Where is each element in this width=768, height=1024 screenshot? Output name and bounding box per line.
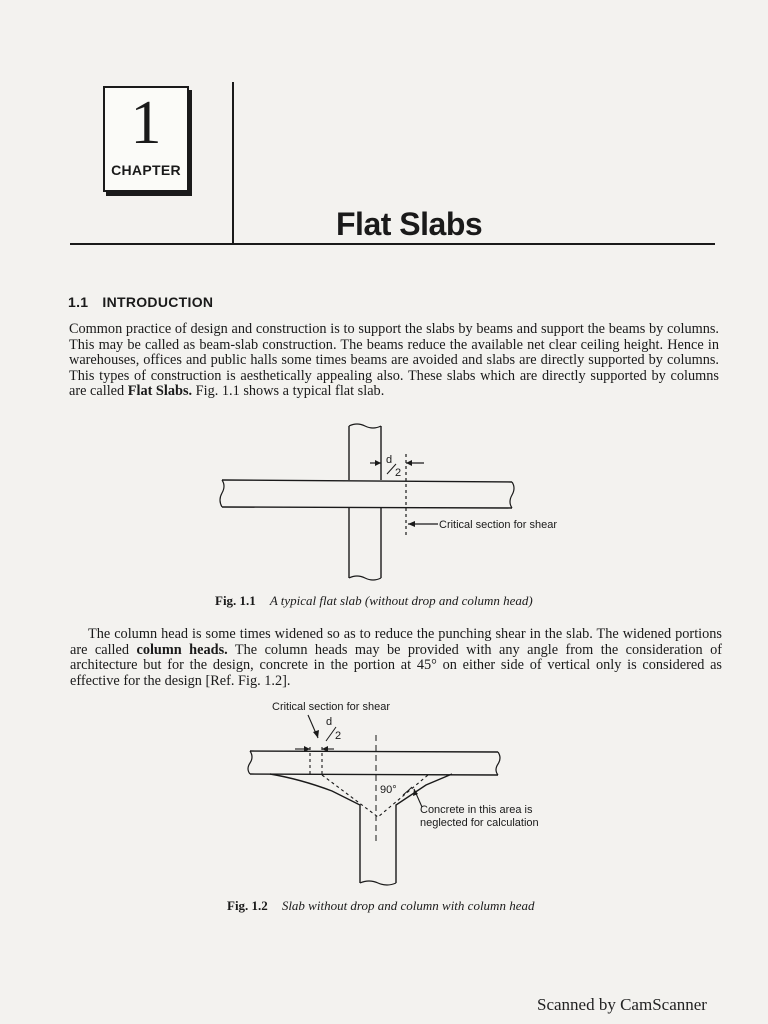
section-title: INTRODUCTION bbox=[102, 294, 214, 310]
header-vertical-rule bbox=[232, 82, 234, 245]
chapter-number: 1 bbox=[130, 89, 162, 157]
figure-1-1-diagram bbox=[210, 418, 590, 588]
arrow-head bbox=[408, 521, 415, 527]
chapter-title: Flat Slabs bbox=[336, 206, 483, 242]
chapter-badge bbox=[103, 86, 189, 192]
slab-left-break bbox=[220, 480, 224, 507]
column-top-break bbox=[349, 424, 381, 428]
column-head-paragraph bbox=[70, 627, 722, 689]
critical-section-label: Critical section for shear bbox=[272, 701, 390, 713]
paragraph-text: The column heads may be provided with any angle from the consideration of architecture but for the design, concrete in the portion at 45° on either side of vertical only is considered as effective for the design [Ref. Fig. 1.2]. bbox=[70, 641, 723, 689]
figure-1-1-caption bbox=[215, 593, 533, 609]
slab-right-break bbox=[496, 752, 500, 775]
bold-term: Flat Slabs. bbox=[127, 383, 193, 400]
intro-paragraph bbox=[69, 322, 719, 400]
slab-left-break bbox=[248, 751, 252, 774]
note-line-1: Concrete in this area is bbox=[420, 804, 533, 816]
dim-d: d bbox=[326, 716, 333, 728]
figure-number: Fig. 1.1 bbox=[215, 593, 256, 608]
dim-2: 2 bbox=[335, 730, 342, 742]
slab-right-break bbox=[510, 482, 514, 508]
angle-label: 90° bbox=[380, 784, 397, 796]
scanner-watermark: Scanned by CamScanner bbox=[537, 995, 707, 1014]
section-heading bbox=[68, 294, 213, 310]
section-number: 1.1 bbox=[68, 294, 89, 310]
header-horizontal-rule bbox=[70, 243, 715, 245]
arrow-head bbox=[406, 460, 412, 466]
paragraph-text: The column head is some times widened so as to reduce the punching shear in the slab. The widened portions are called bbox=[70, 626, 722, 658]
paragraph-text: Fig. 1.1 shows a typical flat slab. bbox=[192, 383, 385, 400]
column-bottom-break bbox=[349, 576, 381, 580]
arrow-head bbox=[375, 460, 381, 466]
caption-text: Slab without drop and column with column head bbox=[281, 898, 535, 913]
figure-number: Fig. 1.2 bbox=[227, 898, 268, 913]
figure-1-2-caption bbox=[227, 898, 534, 914]
slab-outline bbox=[222, 480, 512, 508]
45-degree-line bbox=[322, 775, 428, 817]
critical-section-label: Critical section for shear bbox=[439, 519, 557, 531]
arrow-head bbox=[313, 730, 319, 738]
column-bottom-break bbox=[360, 881, 396, 885]
chapter-label: CHAPTER bbox=[111, 162, 181, 178]
figure-1-2-diagram bbox=[240, 695, 560, 895]
bold-term: column heads. bbox=[136, 641, 228, 658]
slab-outline bbox=[250, 751, 498, 775]
paragraph-text: Common practice of design and construction is to support the slabs by beams and support the beams by columns. This may be called as beam-slab construction. The beams reduce the available net clear ceiling height. Hence in warehouses, offices and public halls some times beams are avoided and slabs are directly supported by columns. This types of construction is aesthetically appealing also. These slabs which are directly supported by columns are called bbox=[69, 321, 719, 400]
caption-text: A typical flat slab (without drop and column head) bbox=[269, 593, 533, 608]
dim-d: d bbox=[386, 454, 393, 466]
dim-2: 2 bbox=[395, 467, 402, 479]
note-line-2: neglected for calculation bbox=[420, 817, 539, 829]
